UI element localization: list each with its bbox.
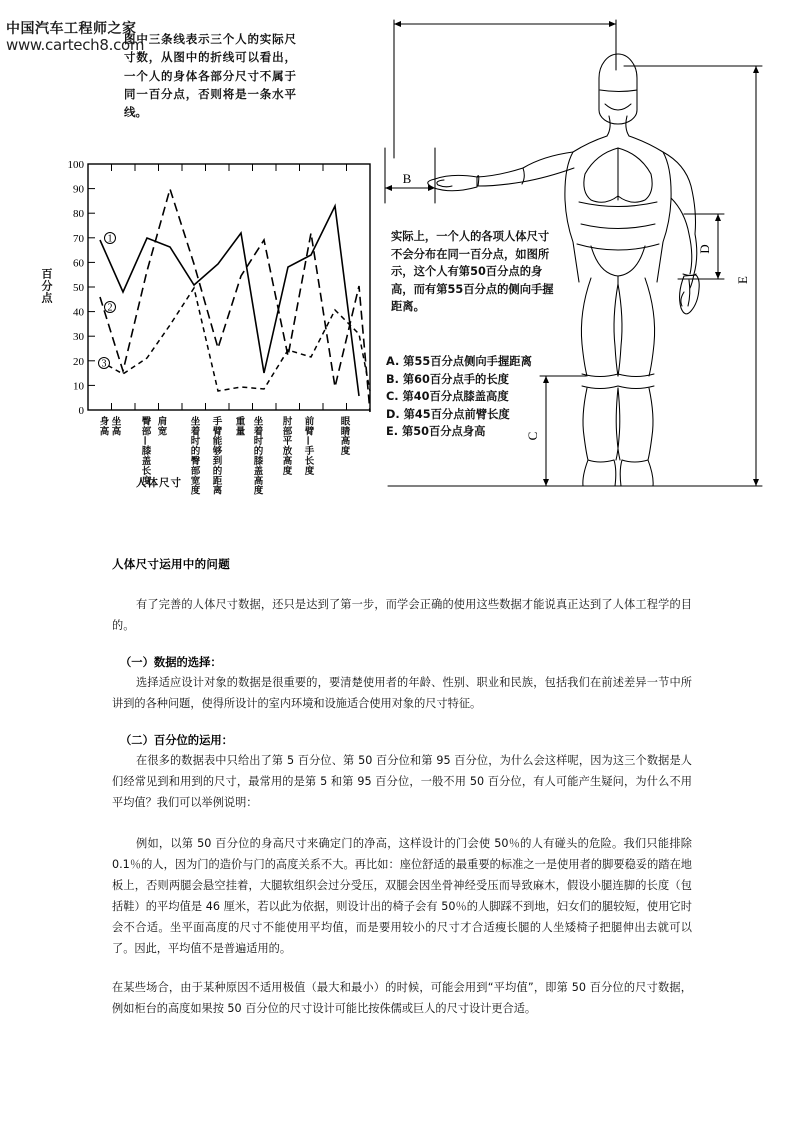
figure-legend-item-c: C. 第40百分点膝盖高度 (386, 390, 509, 403)
svg-text:80: 80 (73, 208, 84, 221)
closing-paragraph: 在某些场合，由于某种原因不适用极值（最大和最小）的时候，可能会用到“平均值”，即第 50 百分位的尺寸数据，例如柜台的高度如果按 50 百分位的尺寸设计可能比按侏儒或巨人的尺寸设计更合适。 (112, 981, 692, 1015)
site-brand-watermark: 中国汽车工程师之家 (6, 21, 137, 37)
chart-xcat-4: 坐着时的臀部宽度 (188, 416, 200, 496)
svg-text:30: 30 (73, 331, 84, 344)
percentile-line-chart (40, 150, 390, 500)
figure-explanation-note: 实际上，一个人的各项人体尺寸不会分布在同一百分点，如图所示，这个人有第50百分点的身高，而有第55百分点的侧向手握距离。 (391, 230, 554, 313)
series-marker-1: 1 (107, 233, 113, 245)
section-1-paragraph: 选择适应设计对象的数据是很重要的，要清楚使用者的年龄、性别、职业和民族，包括我们在前述差异一节中所讲到的各种问题，使得所设计的室内环境和设施适合使用对象的尺寸特征。 (112, 676, 692, 710)
figure-legend-item-d: D. 第45百分点前臂长度 (386, 407, 510, 421)
chart-y-axis-label: 百分点 (40, 268, 53, 304)
svg-text:0: 0 (78, 405, 84, 417)
dimension-label-d: D (697, 244, 712, 254)
chart-xcat-7: 坐着时的膝盖高度 (251, 416, 263, 496)
chart-xcat-5: 手臂能够到的距离 (210, 416, 222, 496)
section-2-heading: （二）百分位的运用： (120, 734, 233, 747)
site-url-watermark: www.cartech8.com (6, 36, 145, 54)
example-paragraph: 例如，以第 50 百分位的身高尺寸来确定门的净高，这样设计的门会使 50％的人有碰头的危险。我们只能排除 0.1％的人，因为门的造价与门的高度关系不大。再比如：座位舒适的最重要的标准之一是使用者的脚要稳妥的踏在地板上，否则两腿会悬空挂着，大腿软组织会过分受压，双腿会因坐骨神经受压而导致麻木，假设小腿连脚的长度（包括鞋）的平均值是 46 厘米，若以此为依据，则设计出的椅子会有 50％的人脚踩不到地，妇女们的腿较短，使用它时会不合适。坐平面高度的尺寸不能使用平均值，而是要用较小的尺寸才合适瘦长腿的人坐矮椅子把腿伸出去就可以了。因此，平均值不是普遍适用的。 (112, 837, 692, 955)
dimension-label-c: C (525, 431, 540, 441)
svg-text:40: 40 (73, 306, 84, 319)
figure-legend-item-e: E. 第50百分点身高 (386, 425, 486, 438)
figure-legend-item-b: B. 第60百分点手的长度 (386, 372, 509, 386)
figure-legend-item-a: A. 第55百分点侧向手握距离 (386, 355, 532, 368)
dimension-label-b: B (402, 171, 412, 186)
svg-text:70: 70 (73, 232, 84, 245)
chart-xcat-2: 臀部—膝盖长度 (139, 416, 151, 486)
svg-text:10: 10 (73, 380, 84, 393)
series-marker-2: 2 (107, 302, 113, 314)
chart-xcat-3: 肩宽 (155, 416, 167, 436)
section-2-paragraph: 在很多的数据表中只给出了第 5 百分位、第 50 百分位和第 95 百分位，为什么会这样呢，因为这三个数据是人们经常见到和用到的尺寸，最常用的是第 5 和第 95 百分位，一般不用 50 百分位，有人可能产生疑问，为什么不用平均值？我们可以举例说明： (112, 754, 692, 809)
dimension-label-e: E (735, 276, 750, 284)
chart-plot-svg (40, 150, 390, 420)
chart-xcat-9: 前臂—手长度 (302, 416, 314, 476)
svg-text:100: 100 (67, 159, 84, 171)
article-heading: 人体尺寸运用中的问题 (112, 557, 230, 571)
chart-series-3 (100, 288, 370, 391)
chart-intro-note: 图中三条线表示三个人的实际尺寸数，从图中的折线可以看出，一个人的身体各部分尺寸不属于同一百分点，否则将是一条水平线。 (124, 32, 296, 120)
figure-legend-list (386, 353, 576, 441)
article-intro-paragraph: 有了完善的人体尺寸数据，还只是达到了第一步，而学会正确的使用这些数据才能说真正达到了人体工程学的目的。 (112, 598, 692, 632)
chart-xcat-8: 肘部平放高度 (280, 416, 292, 476)
svg-text:20: 20 (73, 355, 84, 368)
chart-series-2 (100, 189, 370, 412)
chart-x-axis-label: 人体尺寸 (136, 477, 182, 489)
svg-text:90: 90 (73, 183, 84, 196)
section-1-heading: （一）数据的选择： (120, 656, 222, 669)
chart-xcat-10: 眼睛高度 (338, 416, 350, 456)
chart-xcat-1: 坐高 (109, 416, 121, 436)
svg-text:60: 60 (73, 257, 84, 270)
series-marker-3: 3 (101, 358, 107, 370)
chart-xcat-0: 身高 (97, 416, 109, 436)
svg-text:50: 50 (73, 282, 84, 294)
chart-series-1 (100, 206, 359, 396)
article-body (112, 556, 692, 1037)
anthropometric-figure-panel (378, 8, 802, 508)
chart-xcat-6: 重量 (233, 416, 245, 436)
